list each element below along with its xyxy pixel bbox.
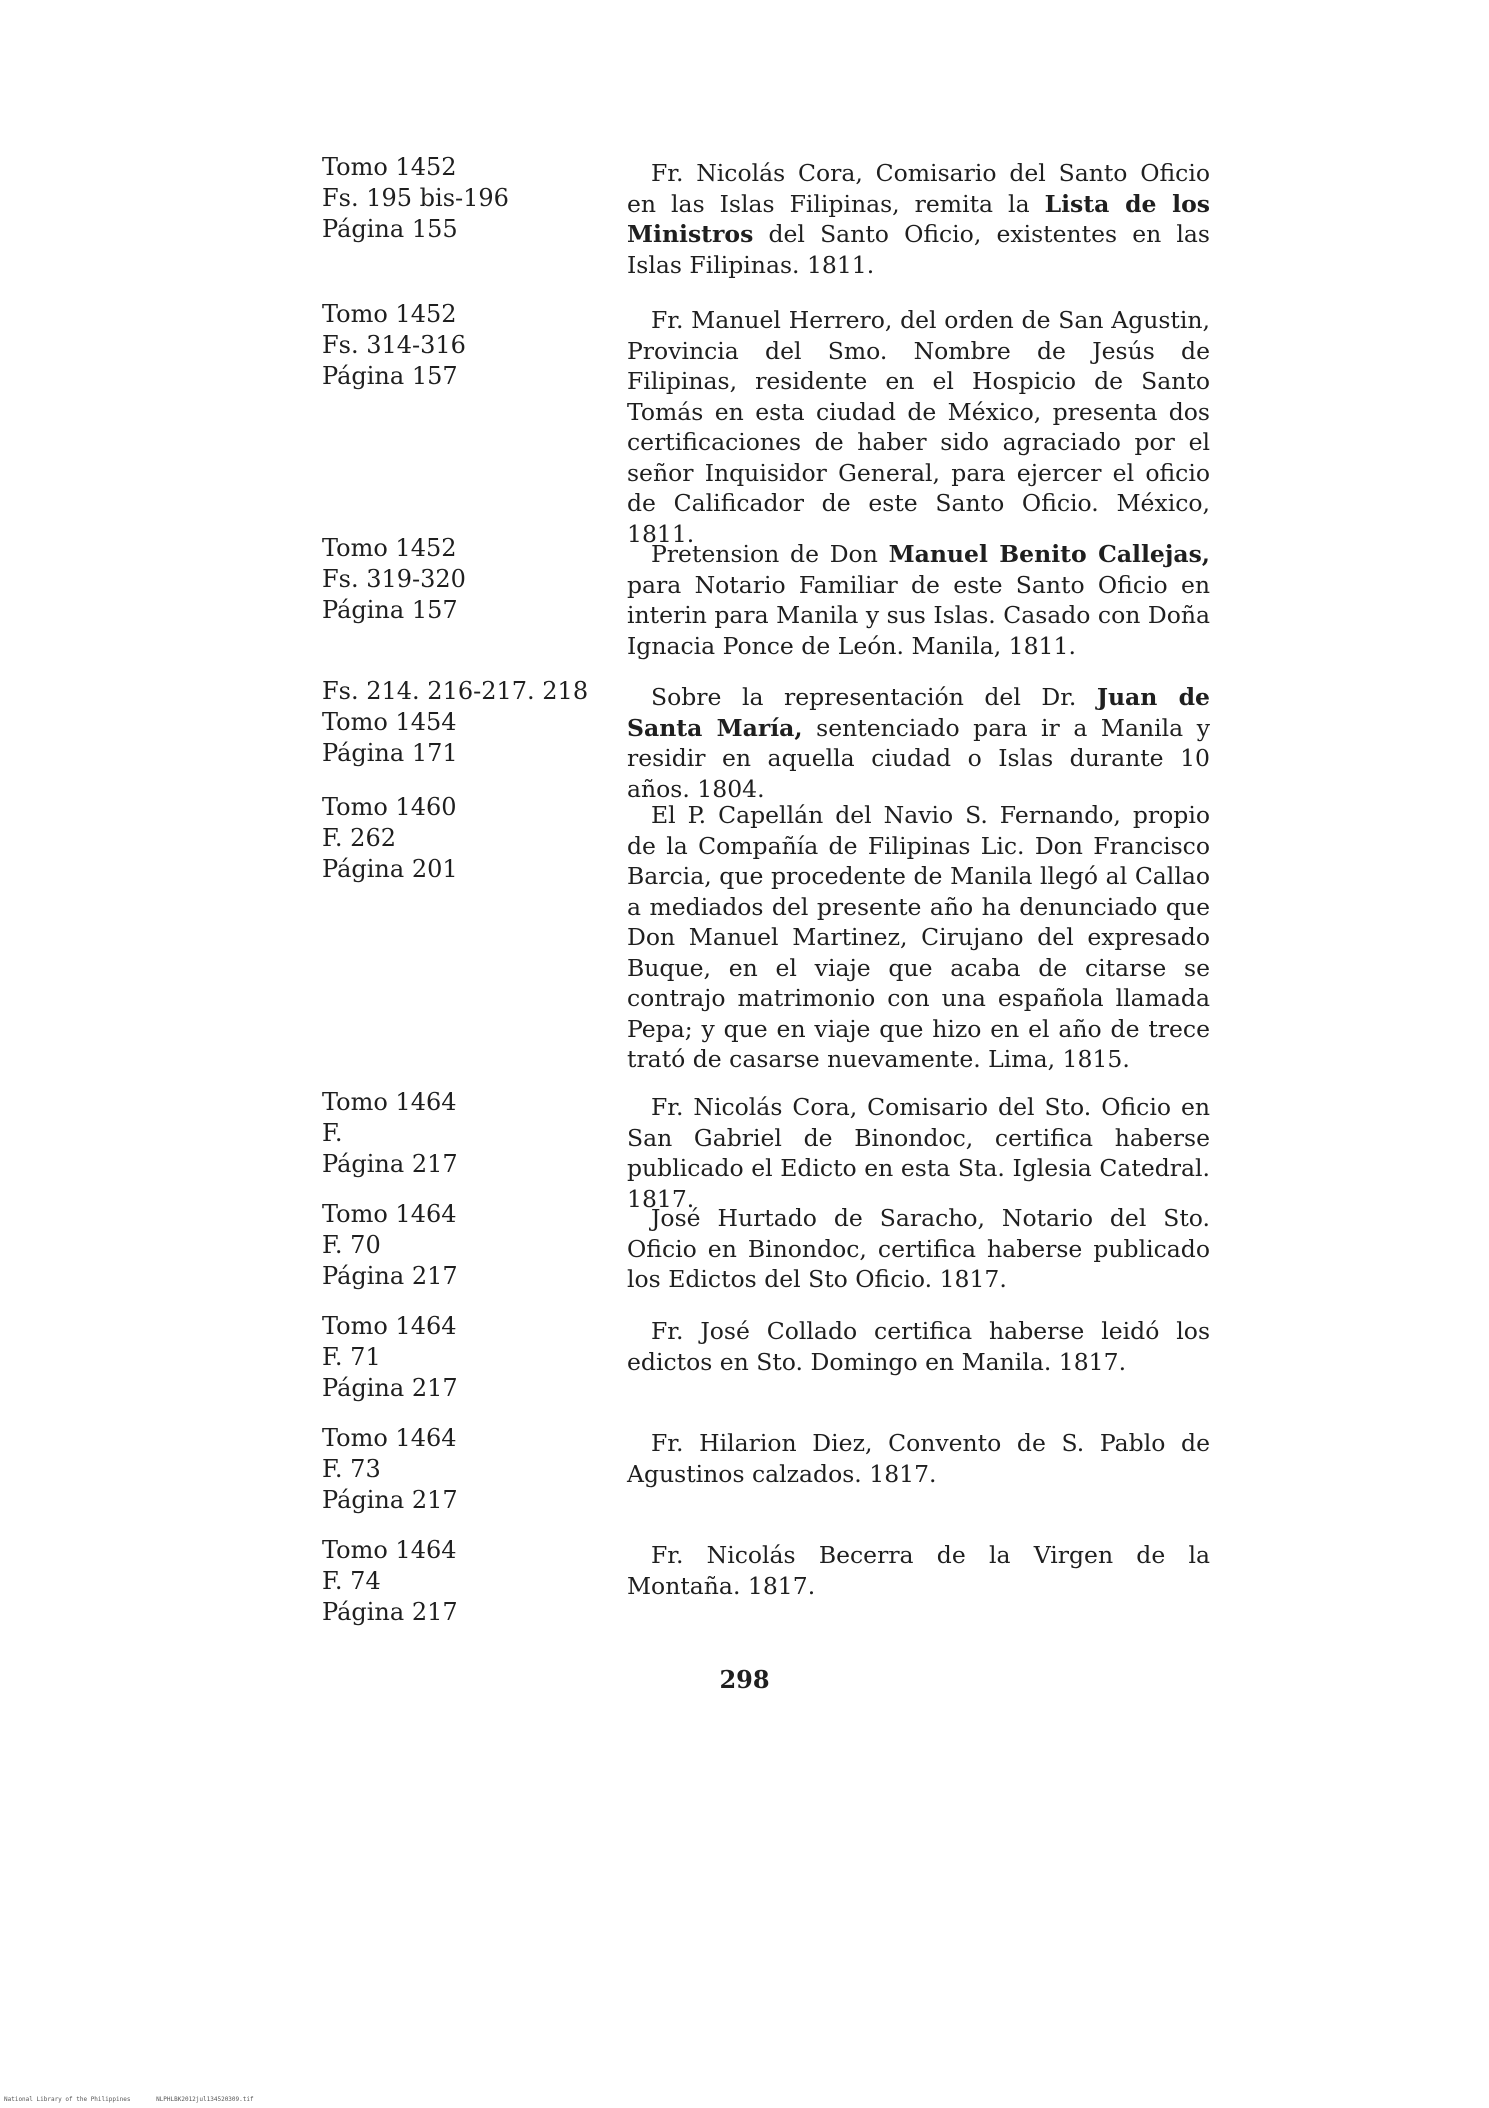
record-entry — [627, 305, 1210, 549]
entry-text: Fr. José Collado certifica haberse leidó los edictos en Sto. Domingo en Manila. 1817. — [627, 1317, 1210, 1376]
entry-text: Sobre la representación del Dr. Juan de Santa María, sentenciado para ir a Manila y residir en aquella ciudad o Islas durante 10 años. 1804. — [627, 683, 1210, 803]
ref-line: Página 201 — [322, 855, 458, 883]
ref-line: Tomo 1452 — [322, 300, 457, 328]
archive-reference — [322, 792, 612, 885]
archive-reference — [322, 1199, 612, 1292]
ref-line: Tomo 1454 — [322, 708, 457, 736]
ref-line: Tomo 1464 — [322, 1312, 457, 1340]
ref-line: F. 74 — [322, 1567, 381, 1595]
record-entry — [627, 800, 1210, 1075]
entry-bold: Juan de Santa María, — [627, 683, 1210, 742]
ref-line: Página 171 — [322, 739, 458, 767]
record-entry — [627, 1428, 1210, 1489]
archive-reference — [322, 1087, 612, 1180]
ref-line: Página 157 — [322, 362, 458, 390]
ref-line: Tomo 1464 — [322, 1200, 457, 1228]
archive-reference — [322, 152, 612, 245]
footer-library: National Library of the Philippines — [4, 2096, 131, 2103]
ref-line: Fs. 319-320 — [322, 565, 466, 593]
ref-line: Fs. 314-316 — [322, 331, 466, 359]
footer-file: NLPHLBK2012jul134520309.tif — [156, 2096, 254, 2103]
record-entry — [627, 1316, 1210, 1377]
ref-line: Tomo 1452 — [322, 153, 457, 181]
record-entry — [627, 682, 1210, 804]
entry-bold: Lista de los Ministros — [627, 189, 1211, 248]
page-number: 298 — [719, 1665, 770, 1694]
ref-line: F. — [322, 1119, 343, 1147]
entry-text: Fr. Nicolás Cora, Comisario del Sto. Oficio en San Gabriel de Binondoc, certifica haberse publicado el Edicto en esta Sta. Iglesia Catedral. 1817. — [627, 1093, 1210, 1213]
record-entry — [627, 1092, 1210, 1214]
entry-text: El P. Capellán del Navio S. Fernando, propio de la Compañía de Filipinas Lic. Don Francisco Barcia, que procedente de Manila llegó al Callao a mediados del presente año ha denunciado que Don Manuel Martinez, Cirujano del expresado Buque, en el viaje que acaba de citarse se contrajo matrimonio con una española llamada Pepa; y que en viaje que hizo en el año de trece trató de casarse nuevamente. Lima, 1815. — [627, 801, 1210, 1073]
ref-line: Página 217 — [322, 1486, 458, 1514]
entry-text: Fr. Nicolás Becerra de la Virgen de la Montaña. 1817. — [627, 1541, 1210, 1600]
ref-line: Página 157 — [322, 596, 458, 624]
entry-text: Fr. Manuel Herrero, del orden de San Agustin, Provincia del Smo. Nombre de Jesús de Filipinas, residente en el Hospicio de Santo Tomás en esta ciudad de México, presenta dos certificaciones de haber sido agraciado por el señor Inquisidor General, para ejercer el oficio de Calificador de este Santo Oficio. México, 1811. — [627, 306, 1210, 548]
scan-footer — [4, 2096, 276, 2103]
ref-line: F. 262 — [322, 824, 396, 852]
ref-line: Página 217 — [322, 1262, 458, 1290]
archive-reference — [322, 1311, 612, 1404]
archive-reference — [322, 533, 612, 626]
ref-line: Tomo 1464 — [322, 1536, 457, 1564]
entry-text: José Hurtado de Saracho, Notario del Sto. Oficio en Binondoc, certifica haberse publicado los Edictos del Sto Oficio. 1817. — [627, 1204, 1210, 1293]
archive-reference — [322, 1423, 612, 1516]
ref-line: Página 155 — [322, 215, 458, 243]
ref-line: Página 217 — [322, 1598, 458, 1626]
record-entry — [627, 1540, 1210, 1601]
ref-line: F. 70 — [322, 1231, 381, 1259]
entry-text: Pretension de Don Manuel Benito Callejas, para Notario Familiar de este Santo Oficio en interin para Manila y sus Islas. Casado con Doña Ignacia Ponce de León. Manila, 1811. — [627, 540, 1210, 660]
archive-reference — [322, 1535, 612, 1628]
ref-line: Página 217 — [322, 1150, 458, 1178]
entry-text: Fr. Nicolás Cora, Comisario del Santo Oficio en las Islas Filipinas, remita la Lista de los Ministros del Santo Oficio, existentes en las Islas Filipinas. 1811. — [627, 159, 1211, 279]
ref-line: Tomo 1452 — [322, 534, 457, 562]
ref-line: Tomo 1464 — [322, 1088, 457, 1116]
ref-line: F. 73 — [322, 1455, 381, 1483]
ref-line: Fs. 214. 216-217. 218 — [322, 677, 589, 705]
record-entry — [627, 539, 1210, 661]
ref-line: Tomo 1460 — [322, 793, 457, 821]
record-entry — [627, 158, 1210, 280]
ref-line: Fs. 195 bis-196 — [322, 184, 509, 212]
ref-line: F. 71 — [322, 1343, 381, 1371]
archive-reference — [322, 676, 612, 769]
ref-line: Tomo 1464 — [322, 1424, 457, 1452]
record-entry — [627, 1203, 1210, 1295]
archive-reference — [322, 299, 612, 392]
ref-line: Página 217 — [322, 1374, 458, 1402]
entry-text: Fr. Hilarion Diez, Convento de S. Pablo de Agustinos calzados. 1817. — [627, 1429, 1210, 1488]
entry-bold: Manuel Benito Callejas, — [888, 540, 1210, 568]
